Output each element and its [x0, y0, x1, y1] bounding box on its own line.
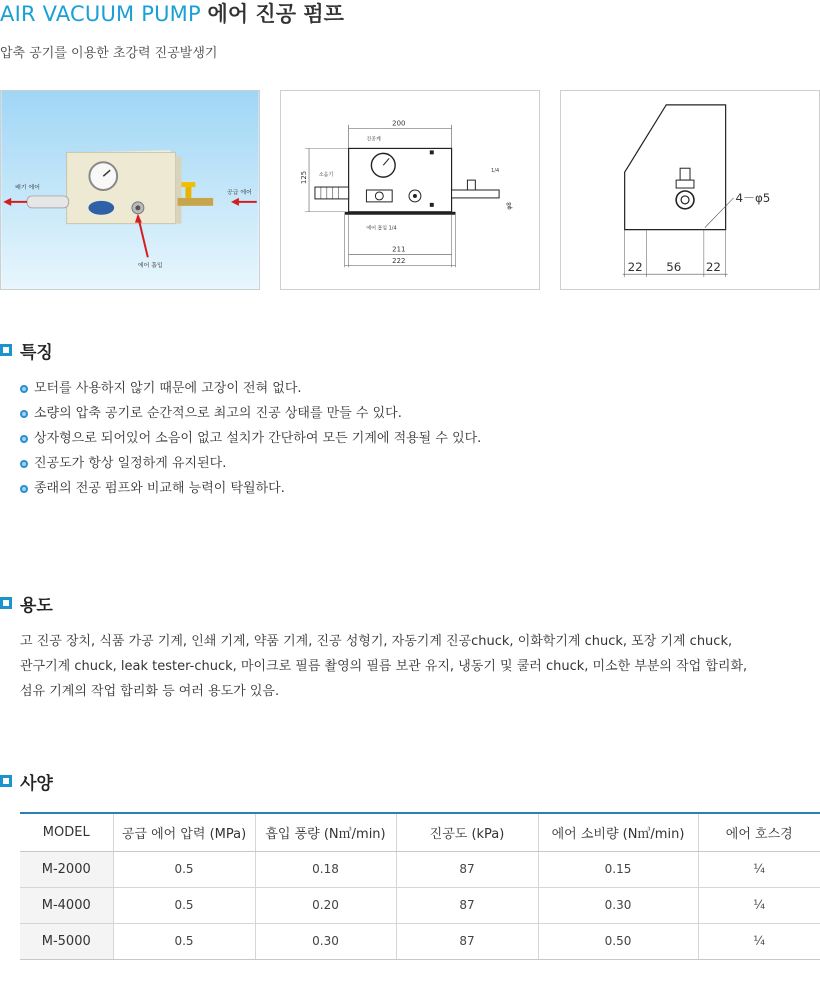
dim-mid: 56	[666, 260, 682, 275]
column-header: MODEL	[20, 813, 113, 851]
table-cell: 0.15	[538, 851, 698, 887]
bullet-icon	[20, 410, 28, 418]
table-cell: M-2000	[20, 851, 113, 887]
table-cell: 0.5	[113, 887, 255, 923]
dim-outer: 222	[392, 257, 406, 266]
list-item: 상자형으로 되어있어 소음이 없고 설치가 간단하여 모든 기계에 적용될 수 있다.	[20, 426, 481, 451]
column-header: 진공도 (kPa)	[396, 813, 538, 851]
list-item: 종래의 전공 펌프와 비교해 능력이 탁월하다.	[20, 476, 481, 501]
spec-heading	[0, 770, 53, 792]
usage-heading	[0, 592, 53, 614]
table-cell: M-5000	[20, 923, 113, 959]
section-square-icon	[0, 775, 12, 787]
dim-inner: 211	[392, 245, 406, 254]
product-photo	[0, 90, 260, 290]
dim-left: 22	[627, 260, 643, 275]
spec-table	[20, 812, 820, 960]
page-subtitle: 압축 공기를 이용한 초강력 진공발생기	[0, 46, 218, 61]
features-title: 특징	[20, 342, 53, 363]
usage-line: 관구기계 chuck, leak tester-chuck, 마이크로 필름 촬영의 필름 보관 유지, 냉동기 및 쿨러 chuck, 미소한 부분의 작업 합리화,	[20, 659, 748, 674]
section-square-icon	[0, 344, 12, 356]
table-cell: 0.30	[255, 923, 396, 959]
table-cell: 0.30	[538, 887, 698, 923]
table-row	[20, 887, 820, 923]
usage-text	[20, 629, 810, 704]
table-cell: 0.18	[255, 851, 396, 887]
bullet-icon	[20, 385, 28, 393]
table-cell: 0.50	[538, 923, 698, 959]
photo-label-suction: 에어 흡입	[137, 262, 163, 270]
column-header: 에어 호스경	[698, 813, 820, 851]
label-suction-port: 에어 흡입 1/4	[366, 225, 397, 232]
table-cell: M-4000	[20, 887, 113, 923]
bullet-icon	[20, 435, 28, 443]
dim-height: 125	[300, 170, 309, 185]
bullet-icon	[20, 485, 28, 493]
page-title	[0, 0, 344, 30]
table-row	[20, 923, 820, 959]
side-drawing	[560, 90, 820, 290]
label-pipe: φ8	[505, 202, 513, 210]
hole-label: 4－φ5	[735, 190, 771, 205]
table-cell: 0.5	[113, 923, 255, 959]
table-cell: 87	[396, 887, 538, 923]
front-drawing	[280, 90, 540, 290]
photo-label-exhaust: 배기 에어	[15, 184, 41, 192]
usage-title: 용도	[20, 595, 53, 616]
table-row	[20, 851, 820, 887]
dim-top: 200	[392, 119, 406, 128]
features-heading	[0, 339, 53, 361]
list-item: 진공도가 항상 일정하게 유지된다.	[20, 451, 481, 476]
label-muffler: 소음기	[318, 172, 334, 179]
table-cell: 87	[396, 851, 538, 887]
table-cell: ¼	[698, 923, 820, 959]
features-list	[20, 376, 481, 501]
table-cell: 87	[396, 923, 538, 959]
list-item: 모터를 사용하지 않기 때문에 고장이 전혀 없다.	[20, 376, 481, 401]
spec-title: 사양	[20, 773, 53, 794]
usage-line: 섬유 기계의 작업 합리화 등 여러 용도가 있음.	[20, 684, 280, 699]
table-cell: 0.5	[113, 851, 255, 887]
page-title-ko: 에어 진공 펌프	[207, 2, 344, 26]
photo-label-supply: 공급 에어	[227, 188, 252, 196]
section-square-icon	[0, 597, 12, 609]
table-cell: ¼	[698, 851, 820, 887]
label-gauge: 진공계	[366, 136, 381, 143]
page-title-en: AIR VACUUM PUMP	[0, 2, 201, 26]
column-header: 흡입 풍량 (N㎥/min)	[255, 813, 396, 851]
dim-right: 22	[705, 260, 721, 275]
table-header-row	[20, 813, 820, 851]
bullet-icon	[20, 460, 28, 468]
column-header: 에어 소비량 (N㎥/min)	[538, 813, 698, 851]
table-cell: 0.20	[255, 887, 396, 923]
usage-line: 고 진공 장치, 식품 가공 기계, 인쇄 기계, 약품 기계, 진공 성형기, 자동기계 진공chuck, 이화학기계 chuck, 포장 기계 chuck,	[20, 634, 733, 649]
column-header: 공급 에어 압력 (MPa)	[113, 813, 255, 851]
list-item: 소량의 압축 공기로 순간적으로 최고의 진공 상태를 만들 수 있다.	[20, 401, 481, 426]
table-cell: ¼	[698, 887, 820, 923]
label-supply-port: 1/4	[491, 168, 500, 175]
